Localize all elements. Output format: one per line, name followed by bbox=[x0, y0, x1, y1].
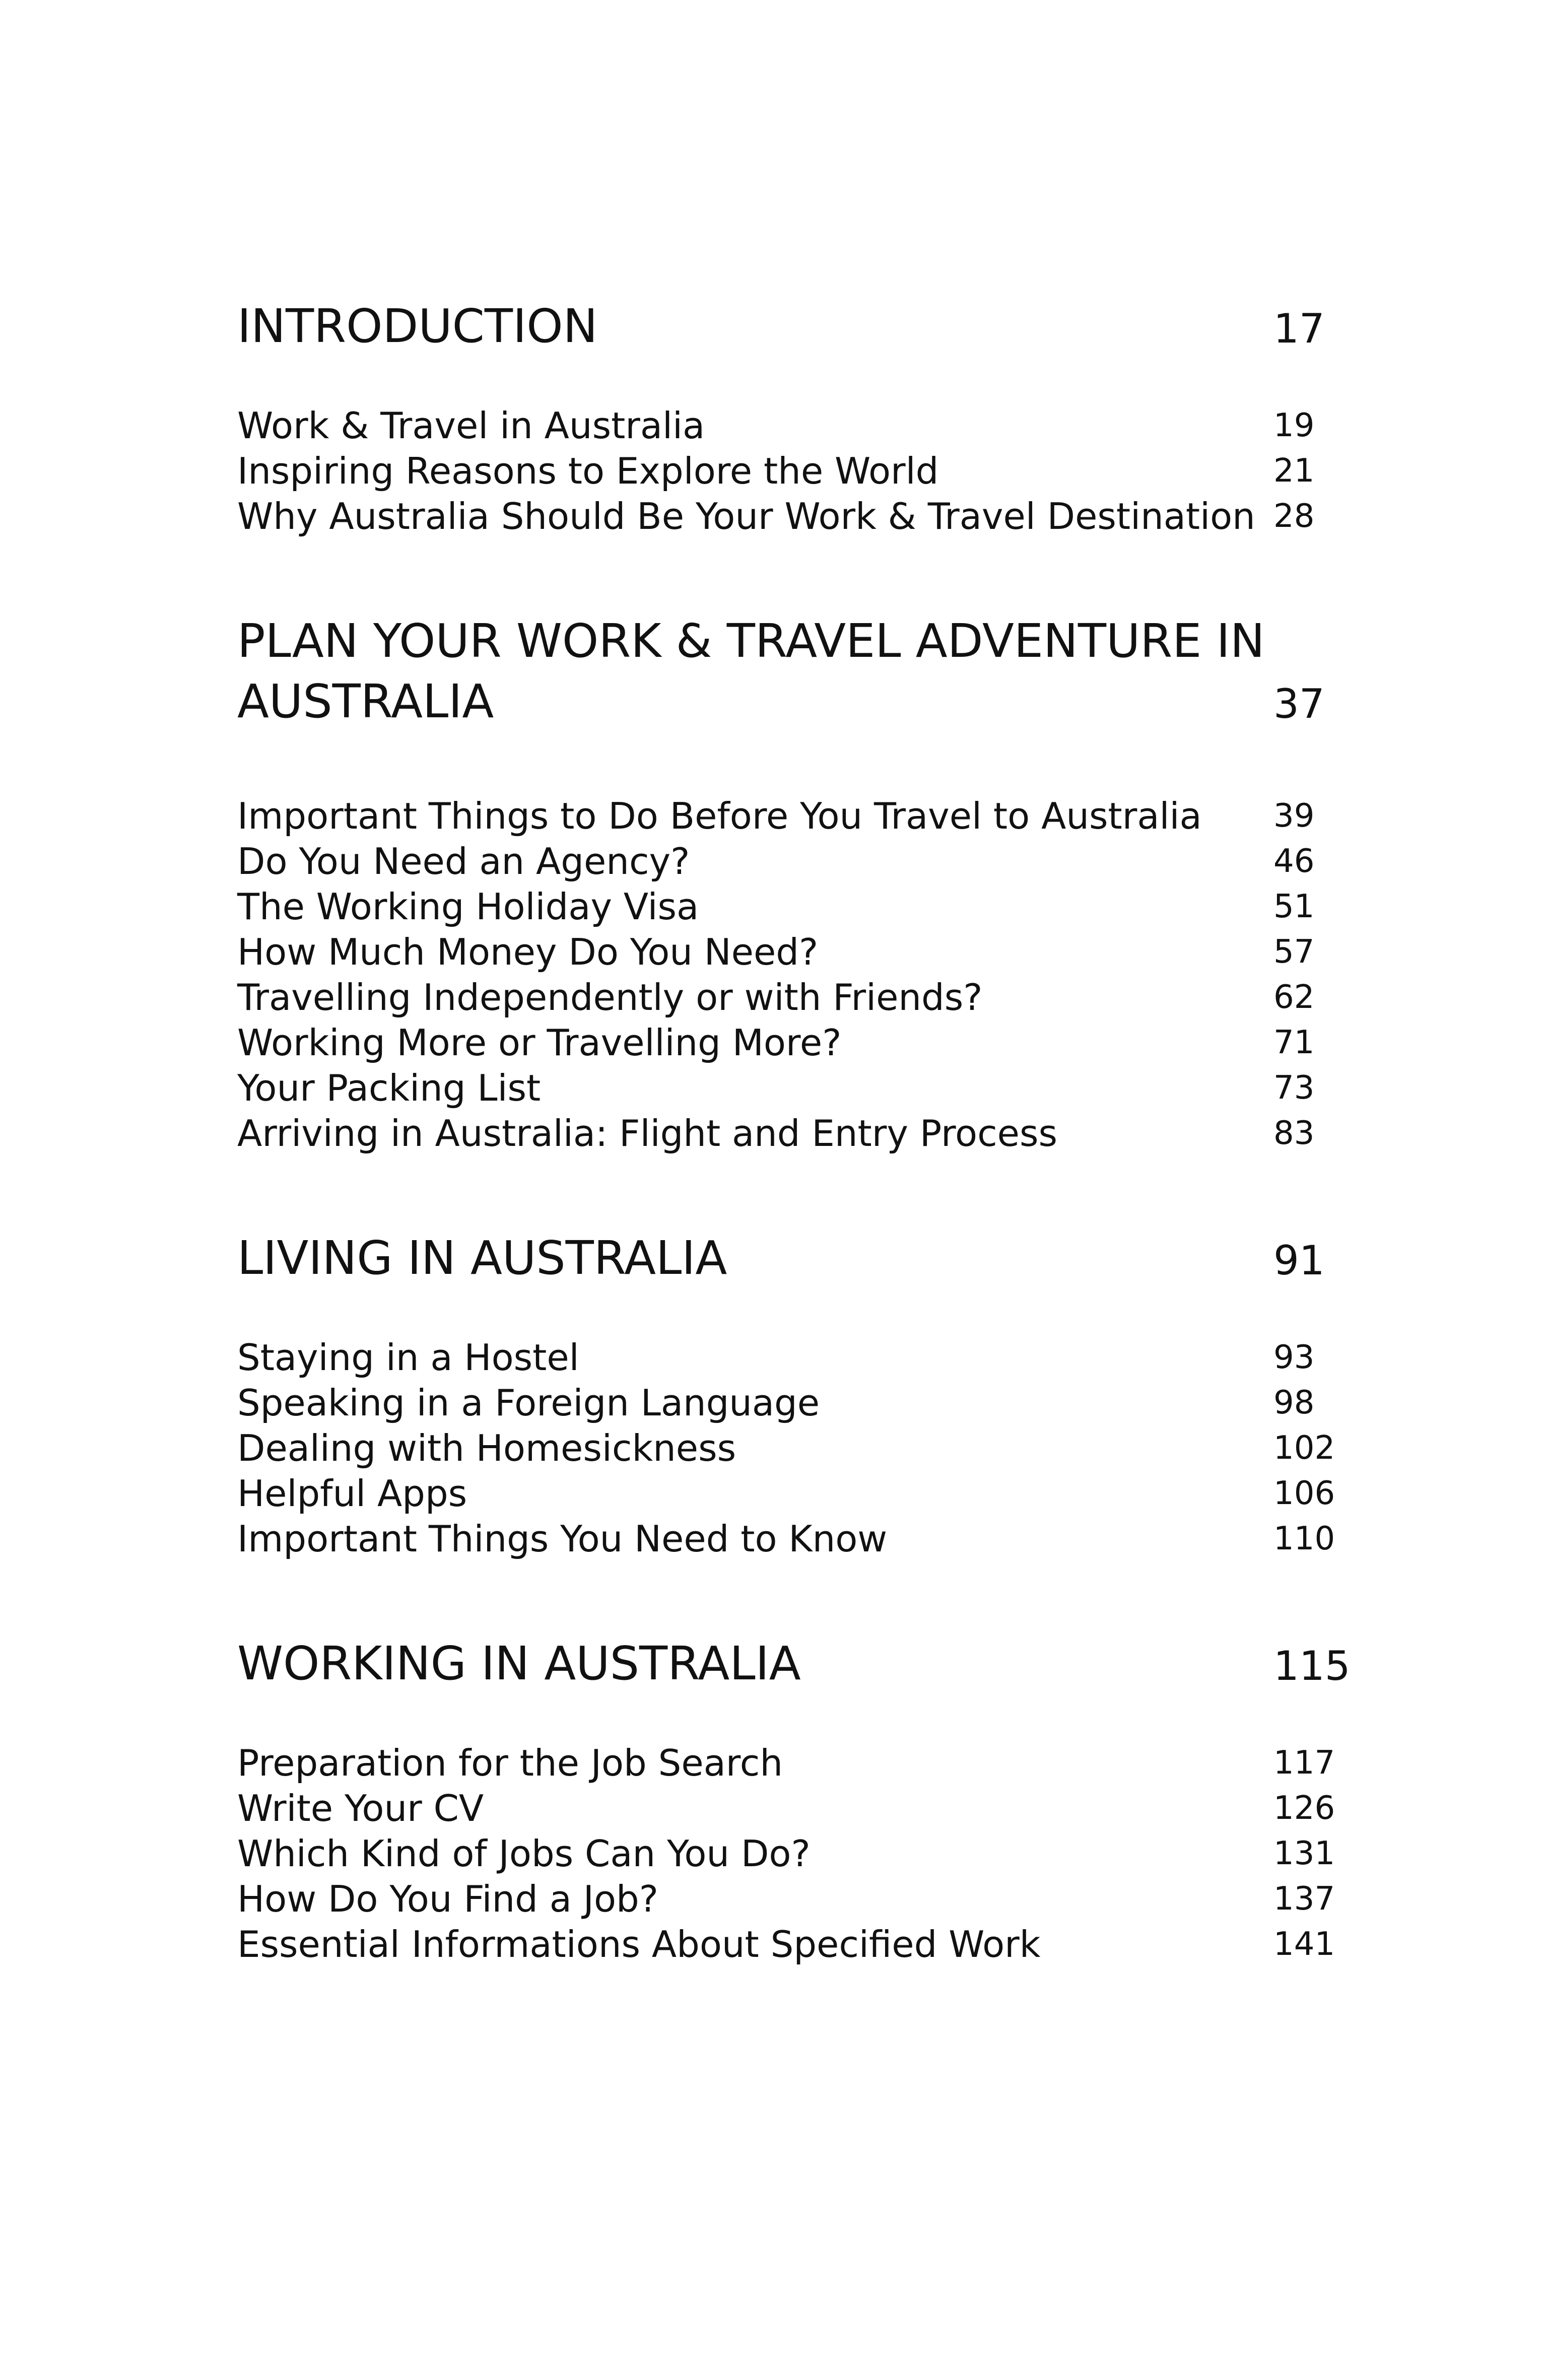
toc-entry[interactable] bbox=[237, 1740, 1346, 1786]
entry-title: Staying in a Hostel bbox=[237, 1336, 579, 1379]
toc-entry[interactable] bbox=[237, 929, 1346, 975]
chapter-page-number: 115 bbox=[1273, 1643, 1351, 1689]
entry-title: Preparation for the Job Search bbox=[237, 1742, 783, 1784]
toc-entry[interactable] bbox=[237, 975, 1346, 1020]
chapter-page-number: 91 bbox=[1273, 1237, 1325, 1284]
entry-title: Work & Travel in Australia bbox=[237, 404, 705, 447]
entry-page-number: 102 bbox=[1273, 1430, 1335, 1467]
entry-page-number: 106 bbox=[1273, 1475, 1335, 1512]
toc-entry[interactable] bbox=[237, 1831, 1346, 1876]
toc-entry[interactable] bbox=[237, 839, 1346, 884]
toc-entry[interactable] bbox=[237, 1876, 1346, 1922]
chapter-page-number: 17 bbox=[1273, 305, 1325, 352]
toc-entry[interactable] bbox=[237, 1111, 1346, 1156]
entry-title: Arriving in Australia: Flight and Entry Process bbox=[237, 1112, 1057, 1154]
entry-title: Important Things You Need to Know bbox=[237, 1518, 888, 1560]
toc-entry[interactable] bbox=[237, 1516, 1346, 1561]
entry-page-number: 117 bbox=[1273, 1744, 1335, 1782]
entry-title: Speaking in a Foreign Language bbox=[237, 1382, 820, 1424]
entry-title: The Working Holiday Visa bbox=[237, 886, 699, 928]
toc-entry[interactable] bbox=[237, 494, 1346, 539]
entry-title: Helpful Apps bbox=[237, 1472, 467, 1515]
entry-title: Dealing with Homesickness bbox=[237, 1427, 736, 1469]
toc-entry[interactable] bbox=[237, 1786, 1346, 1831]
entry-title: How Much Money Do You Need? bbox=[237, 931, 819, 973]
entry-page-number: 51 bbox=[1273, 888, 1315, 925]
entry-title: Essential Informations About Specified Work bbox=[237, 1923, 1041, 1965]
toc-entry[interactable] bbox=[237, 1065, 1346, 1111]
toc-entry[interactable] bbox=[237, 1020, 1346, 1065]
entry-page-number: 73 bbox=[1273, 1069, 1315, 1107]
entry-title: Working More or Travelling More? bbox=[237, 1022, 842, 1064]
chapter-title: WORKING IN AUSTRALIA bbox=[237, 1637, 801, 1690]
entry-page-number: 71 bbox=[1273, 1024, 1315, 1061]
entry-title: Important Things to Do Before You Travel to Australia bbox=[237, 795, 1202, 837]
entry-title: Do You Need an Agency? bbox=[237, 840, 690, 882]
entry-page-number: 131 bbox=[1273, 1835, 1335, 1872]
entry-page-number: 98 bbox=[1273, 1384, 1315, 1421]
entry-page-number: 110 bbox=[1273, 1520, 1335, 1557]
toc-entry[interactable] bbox=[237, 1425, 1346, 1471]
toc-entry[interactable] bbox=[237, 793, 1346, 839]
entry-page-number: 28 bbox=[1273, 498, 1315, 535]
entry-page-number: 83 bbox=[1273, 1115, 1315, 1152]
chapter-title: PLAN YOUR WORK & TRAVEL ADVENTURE IN bbox=[237, 614, 1265, 668]
entry-title: How Do You Find a Job? bbox=[237, 1878, 658, 1920]
entry-page-number: 46 bbox=[1273, 843, 1315, 880]
entry-page-number: 57 bbox=[1273, 933, 1315, 971]
toc-entry[interactable] bbox=[237, 403, 1346, 448]
toc-entry[interactable] bbox=[237, 884, 1346, 929]
entry-page-number: 62 bbox=[1273, 979, 1315, 1016]
entry-title: Your Packing List bbox=[237, 1067, 541, 1109]
entry-page-number: 126 bbox=[1273, 1790, 1335, 1827]
entry-title: Why Australia Should Be Your Work & Travel Destination bbox=[237, 495, 1255, 537]
entry-title: Write Your CV bbox=[237, 1787, 484, 1829]
toc-entry[interactable] bbox=[237, 1335, 1346, 1380]
chapter-title-continuation: AUSTRALIA bbox=[237, 674, 494, 728]
entry-page-number: 93 bbox=[1273, 1339, 1315, 1376]
entry-page-number: 19 bbox=[1273, 407, 1315, 444]
entry-title: Which Kind of Jobs Can You Do? bbox=[237, 1832, 811, 1875]
entry-page-number: 141 bbox=[1273, 1926, 1335, 1963]
toc-entry[interactable] bbox=[237, 1922, 1346, 1967]
toc-entry[interactable] bbox=[237, 448, 1346, 494]
toc-entry[interactable] bbox=[237, 1471, 1346, 1516]
entry-title: Travelling Independently or with Friends? bbox=[237, 976, 983, 1018]
entry-page-number: 137 bbox=[1273, 1880, 1335, 1918]
entry-page-number: 21 bbox=[1273, 452, 1315, 490]
entry-title: Inspiring Reasons to Explore the World bbox=[237, 450, 939, 492]
toc-entry[interactable] bbox=[237, 1380, 1346, 1425]
chapter-title: LIVING IN AUSTRALIA bbox=[237, 1231, 727, 1285]
chapter-title: INTRODUCTION bbox=[237, 299, 598, 353]
entry-page-number: 39 bbox=[1273, 797, 1315, 835]
chapter-page-number: 37 bbox=[1273, 681, 1325, 727]
